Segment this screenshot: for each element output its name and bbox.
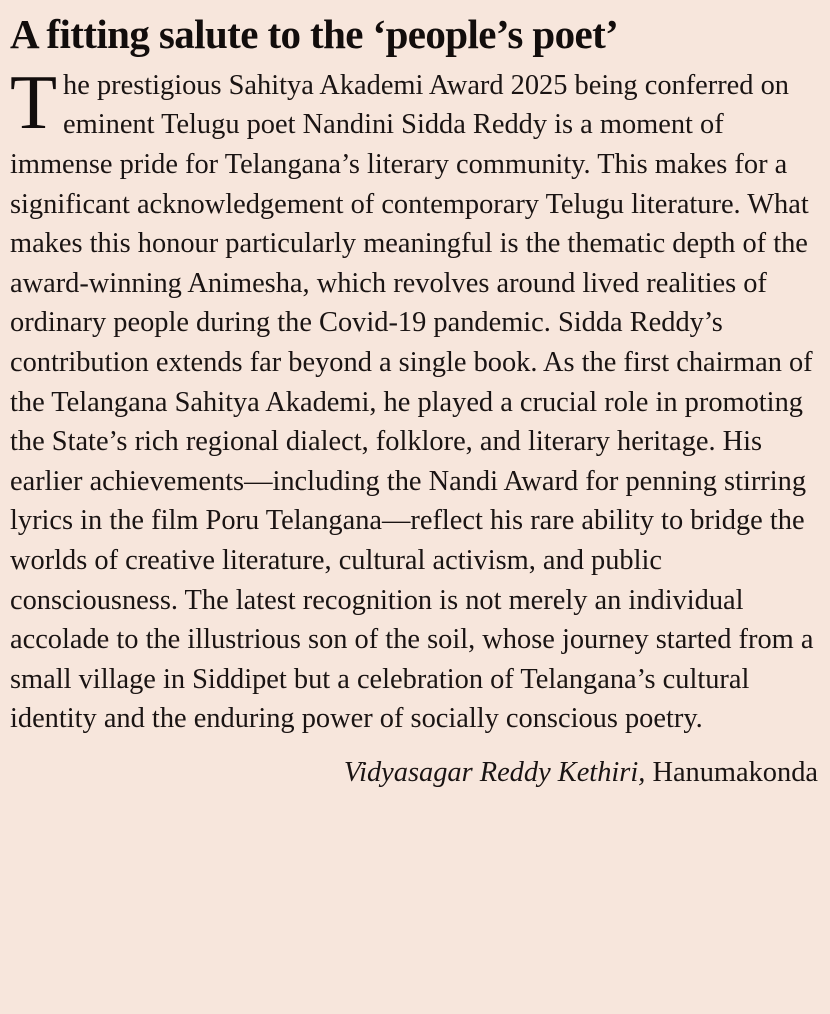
article-signature	[10, 753, 818, 793]
article-body	[10, 58, 818, 739]
author-location: Hanumakonda	[652, 756, 818, 788]
article-paragraph: he prestigious Sahitya Akademi Award 2025 being conferred on eminent Telugu poet Nandini Sidda Reddy is a moment of immense pride for Telangana’s literary community. This makes for a significant acknowledgement of contemporary Telugu literature. What makes this honour particularly meaningful is the thematic depth of the award-winning Animesha, which revolves around lived realities of ordinary people during the Covid-19 pandemic. Sidda Reddy’s contribution extends far beyond a single book. As the first chairman of the Telangana Sahitya Akademi, he played a crucial role in promoting the State’s rich regional dialect, folklore, and literary heritage. His earlier achievements—including the Nandi Award for penning stirring lyrics in the film Poru Telangana—reflect his rare ability to bridge the worlds of creative literature, cultural activism, and public consciousness. The latest recognition is not merely an individual accolade to the illustrious son of the soil, whose journey started from a small village in Siddipet but a celebration of Telangana’s cultural identity and the enduring power of socially conscious poetry.	[10, 69, 814, 735]
drop-cap: T	[10, 58, 58, 145]
page-title: A fitting salute to the ‘people’s poet’	[10, 11, 619, 57]
author-name: Vidyasagar Reddy Kethiri,	[343, 756, 646, 788]
